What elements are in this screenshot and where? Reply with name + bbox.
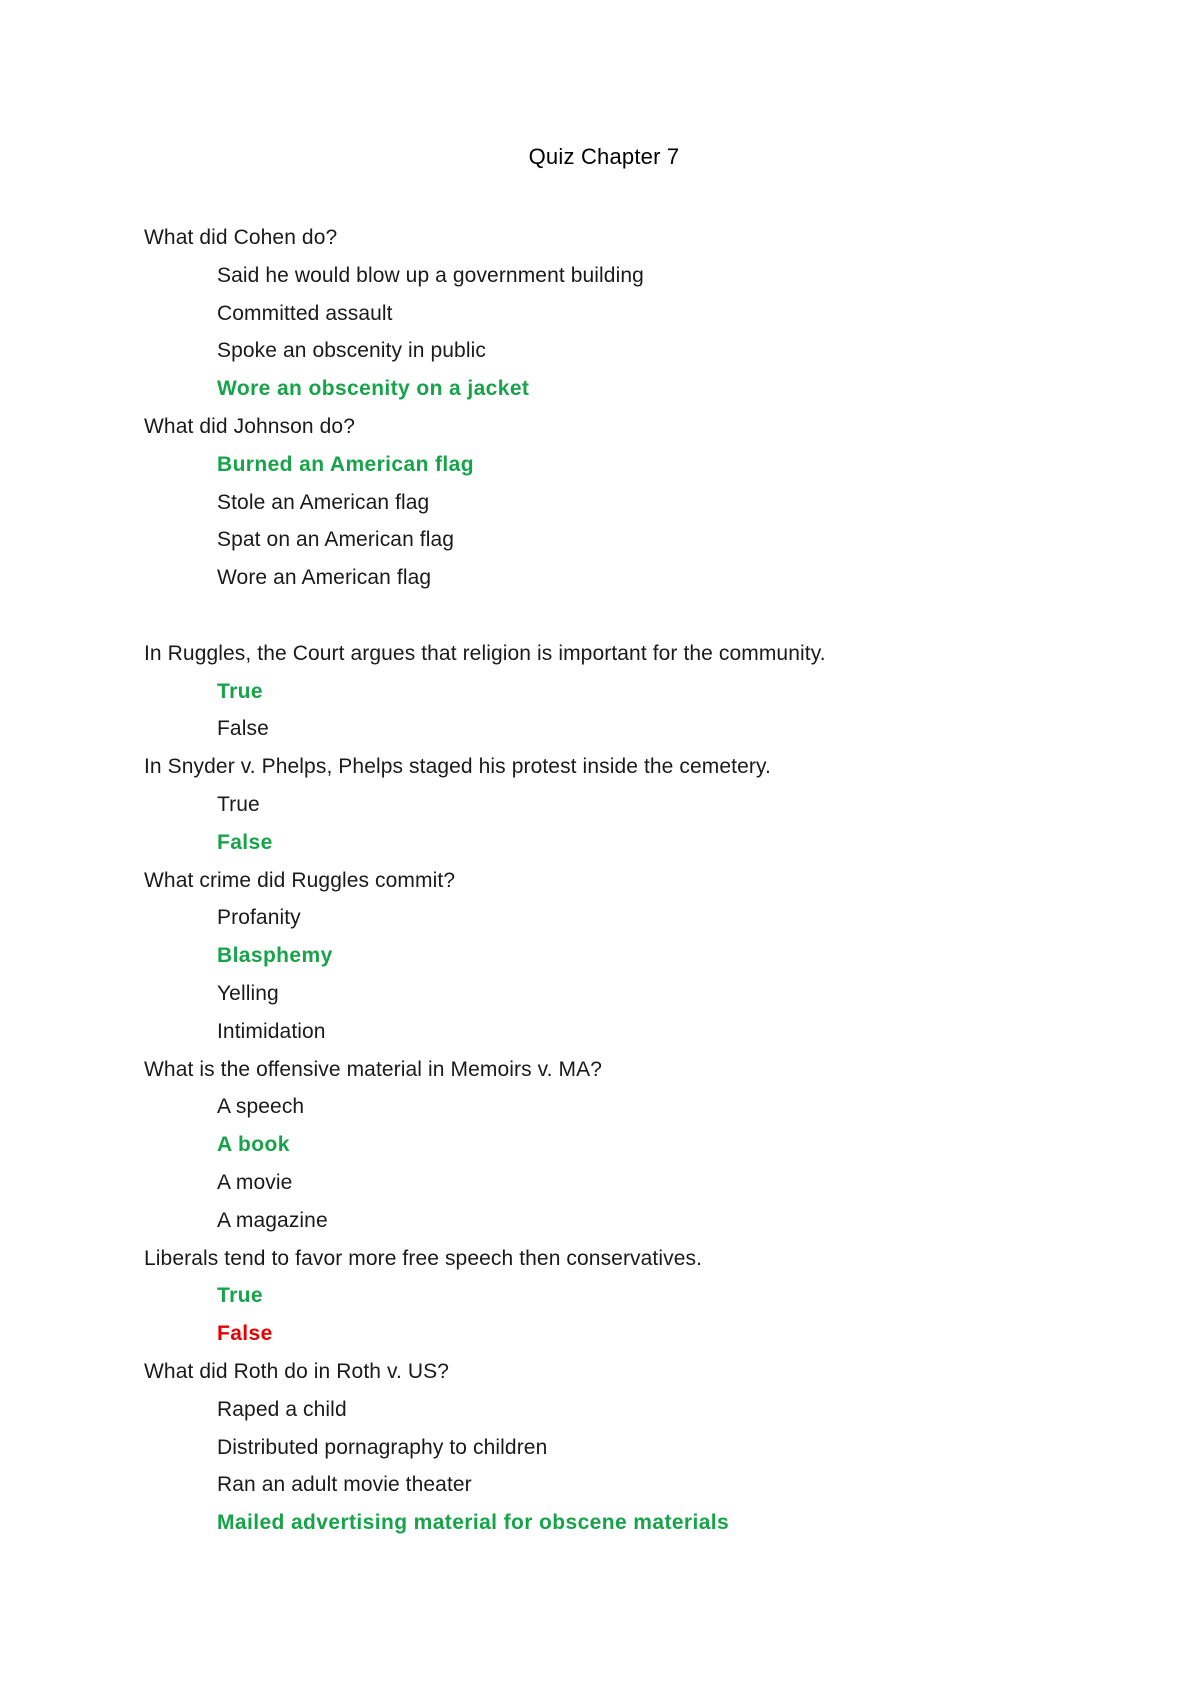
question-text: What did Roth do in Roth v. US? [144,1359,450,1383]
answer-option: Distributed pornagraphy to children [217,1435,548,1459]
answer-option: Raped a child [217,1397,347,1421]
answer-option: False [217,717,269,741]
page-title: Quiz Chapter 7 [528,144,680,169]
answer-option-correct: Blasphemy [217,944,333,968]
answer-option-correct: True [217,1284,263,1308]
answer-option: Profanity [217,906,301,930]
question-text: What crime did Ruggles commit? [144,868,456,892]
answer-option: Ran an adult movie theater [217,1473,472,1497]
answer-option: True [217,792,260,816]
answer-option-correct: Burned an American flag [217,452,474,476]
answer-option-wrong: False [217,1322,273,1346]
question-text: In Snyder v. Phelps, Phelps staged his protest inside the cemetery. [144,755,771,779]
question-text: What did Johnson do? [144,414,355,438]
answer-option: Intimidation [217,1019,326,1043]
question-text: Liberals tend to favor more free speech then conservatives. [144,1246,703,1270]
question-text: What is the offensive material in Memoirs v. MA? [144,1057,603,1081]
question-text: In Ruggles, the Court argues that religion is important for the community. [144,641,826,665]
answer-option: Spat on an American flag [217,528,455,552]
answer-option-correct: True [217,679,263,703]
answer-option: Yelling [217,981,279,1005]
answer-option-correct: False [217,830,273,854]
answer-option: A speech [217,1095,305,1119]
answer-option-correct: Wore an obscenity on a jacket [217,377,530,401]
answer-option: A movie [217,1170,293,1194]
answer-option-correct: Mailed advertising material for obscene materials [217,1511,730,1535]
answer-option: A magazine [217,1208,328,1232]
question-text: What did Cohen do? [144,226,338,249]
answer-option: Spoke an obscenity in public [217,339,486,363]
answer-option: Committed assault [217,301,393,325]
answer-option: Said he would blow up a government building [217,263,644,287]
blank-line [144,597,1144,635]
answer-option-correct: A book [217,1133,290,1157]
answer-option: Wore an American flag [217,566,432,590]
quiz-body [144,219,1144,1542]
answer-option: Stole an American flag [217,490,430,514]
